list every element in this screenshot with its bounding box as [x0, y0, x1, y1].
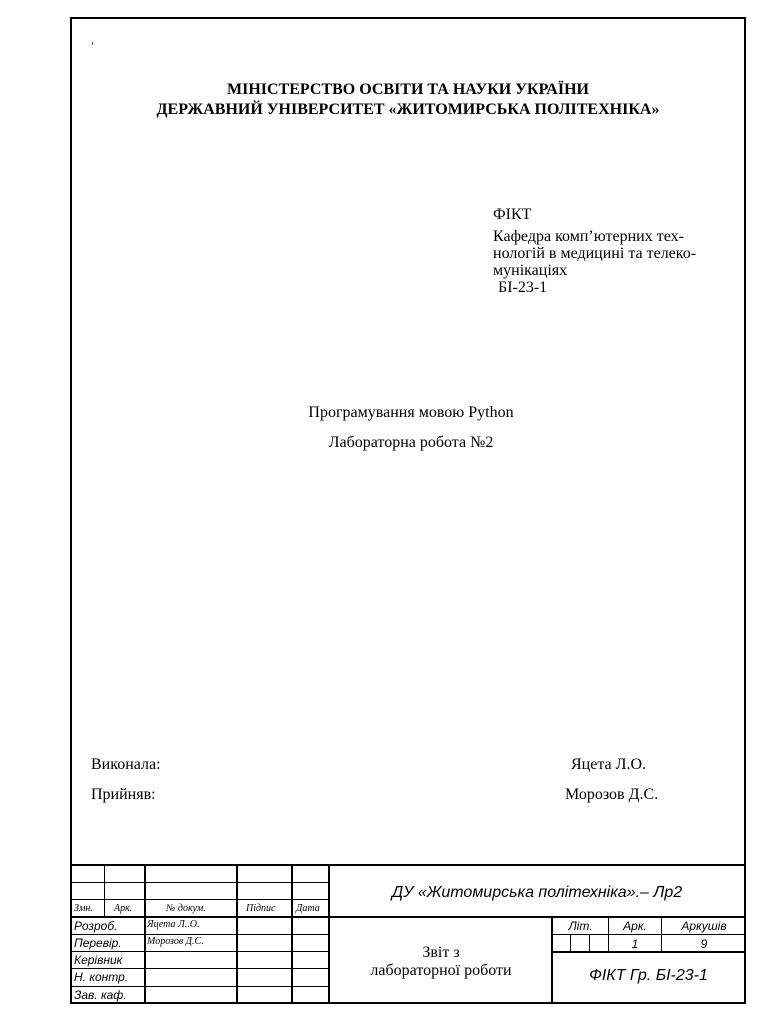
performed-name: Яцета Л.О.: [571, 756, 647, 773]
col-header-doc-no: № докум.: [166, 903, 206, 914]
row-developed: Розроб.: [74, 919, 118, 933]
lit-label: Літ.: [568, 919, 593, 933]
accepted-name: Морозов Д.С.: [565, 786, 659, 803]
group-name: БІ-23-1: [498, 279, 548, 296]
row-supervisor: Керівник: [74, 953, 123, 967]
department-line-2: нологій в медицині та телеко-: [493, 245, 697, 262]
ministry-title: МІНІСТЕРСТВО ОСВІТИ ТА НАУКИ УКРАЇНИ: [227, 81, 589, 98]
department-line-1: Кафедра комп’ютерних тех-: [493, 228, 684, 245]
page-frame: [70, 17, 746, 1004]
faculty-name: ФІКТ: [493, 206, 532, 223]
lab-title: Лабораторна робота №2: [328, 434, 494, 451]
department-block: [493, 206, 733, 296]
sheets-value: 9: [700, 937, 708, 951]
sheet-label: Арк.: [623, 919, 647, 933]
sheet-value: 1: [631, 937, 639, 951]
col-header-date: Дата: [296, 903, 320, 914]
header-block: [72, 80, 744, 120]
group-code: ФІКТ Гр. БІ-23-1: [589, 967, 708, 984]
department-line-3: мунікаціях: [493, 262, 568, 279]
developed-name: Яцета Л..О.: [147, 919, 200, 930]
row-head-dept: Зав. каф.: [74, 988, 127, 1002]
accepted-label: Прийняв:: [91, 786, 156, 803]
col-header-sheet: Арк.: [114, 903, 133, 914]
sheets-label: Аркушів: [681, 919, 727, 933]
document-code: ДУ «Житомирська політехніка».– Лр2: [391, 884, 683, 901]
performed-label: Виконала:: [91, 756, 161, 773]
report-title-line-1: Звіт з: [422, 944, 460, 961]
row-norm-control: Н. контр.: [74, 970, 129, 984]
report-title: [330, 944, 552, 980]
university-title: ДЕРЖАВНИЙ УНІВЕРСИТЕТ «ЖИТОМИРСЬКА ПОЛІТЕХНІКА»: [156, 101, 660, 118]
row-checked: Перевір.: [74, 936, 122, 950]
tiny-mark: ‘: [91, 41, 95, 52]
checked-name: Морозов Д.С.: [147, 936, 204, 947]
col-header-change: Змн.: [74, 903, 93, 914]
col-header-signature: Підпис: [246, 903, 276, 914]
report-title-line-2: лабораторної роботи: [370, 962, 512, 979]
subject-title: Програмування мовою Python: [308, 404, 514, 421]
